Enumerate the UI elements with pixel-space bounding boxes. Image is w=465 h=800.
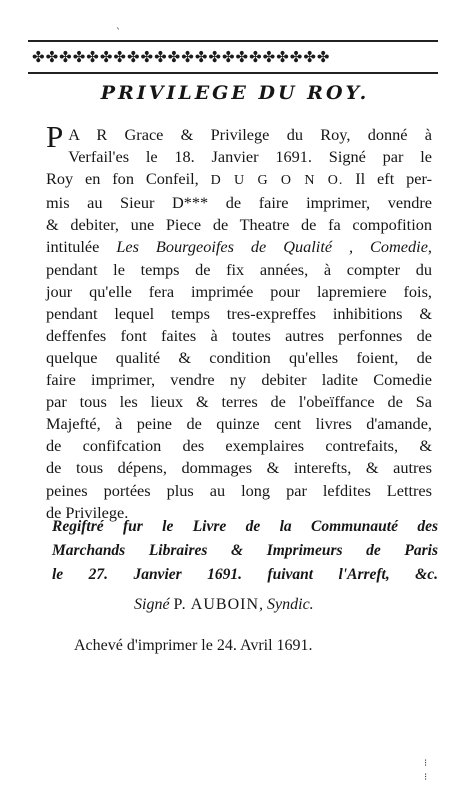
text-line-11: quelque qualité & condition qu'elles foient, de (46, 347, 432, 367)
margin-mark: ⁝ (424, 758, 428, 769)
ornament-glyphs: ✤✤✤✤✤✤✤✤✤✤✤✤✤✤✤✤✤✤✤✤✤✤ (32, 48, 331, 66)
play-title: Les Bourgeoifes de Qualité , Comedie (116, 237, 428, 257)
text-line-10: deffenfes font faites à toutes autres perfonnes de (46, 325, 432, 345)
registration-note (52, 515, 438, 587)
text-line-7: pendant le temps de fix années, à compter du (46, 259, 432, 279)
signatory-name: D U G O N O. (210, 173, 344, 189)
text-line-15: de confifcation des exemplaires contrefaits, & (46, 436, 432, 456)
text-line-18: de Privilege. (46, 502, 129, 522)
text-line-2: Verfail'es le 18. Janvier 1691. Signé par le (68, 147, 432, 167)
privilege-text (46, 119, 432, 524)
stray-ink-mark: ` (116, 28, 121, 39)
registry-line-2: Marchands Libraires & Imprimeurs de Paris (52, 542, 438, 559)
text-line-16: de tous dépens, dommages & interefts, & autres (46, 458, 432, 478)
registry-line-3: le 27. Janvier 1691. fuivant l'Arreft, &c. (52, 566, 438, 583)
text-line-17: peines portées plus au long par lefdites Lettres (46, 480, 432, 500)
margin-mark: ⁝ (424, 772, 428, 783)
text-line-5: & debiter, une Piece de Theatre de fa compofition (46, 215, 432, 235)
text-line-12: faire imprimer, vendre ny debiter ladite Comedie (46, 370, 432, 390)
drop-cap-letter: P (46, 119, 65, 154)
text-line-1: A R Grace & Privilege du Roy, donné à (68, 125, 432, 144)
registry-line-1: Regiftré fur le Livre de la Communauté des (52, 518, 438, 535)
text-line-4: mis au Sieur D*** de faire imprimer, vendre (46, 193, 432, 213)
printing-completion-date: Achevé d'imprimer le 24. Avril 1691. (74, 637, 313, 654)
decorative-ornament-band (28, 40, 438, 74)
text-line-6: intitulée Les Bourgeoifes de Qualité , Comedie, (46, 237, 432, 257)
text-line-9: pendant lequel temps tres-expreffes inhibitions & (46, 303, 432, 323)
syndic-name: P. AUBOIN (173, 596, 260, 613)
text-line-8: jour qu'elle fera imprimée pour lapremiere fois, (46, 281, 432, 301)
text-line-14: Majefté, à peine de quinze cent livres d'amande, (46, 414, 432, 434)
text-line-3: Roy en fon Confeil, D U G O N O. Il eft per- (46, 169, 432, 189)
page-title: PRIVILEGE DU ROY. (100, 82, 370, 104)
syndic-signature: Signé P. AUBOIN, Syndic. (134, 596, 314, 613)
text-line-13: par tous les lieux & terres de l'obeïffance de Sa (46, 392, 432, 412)
